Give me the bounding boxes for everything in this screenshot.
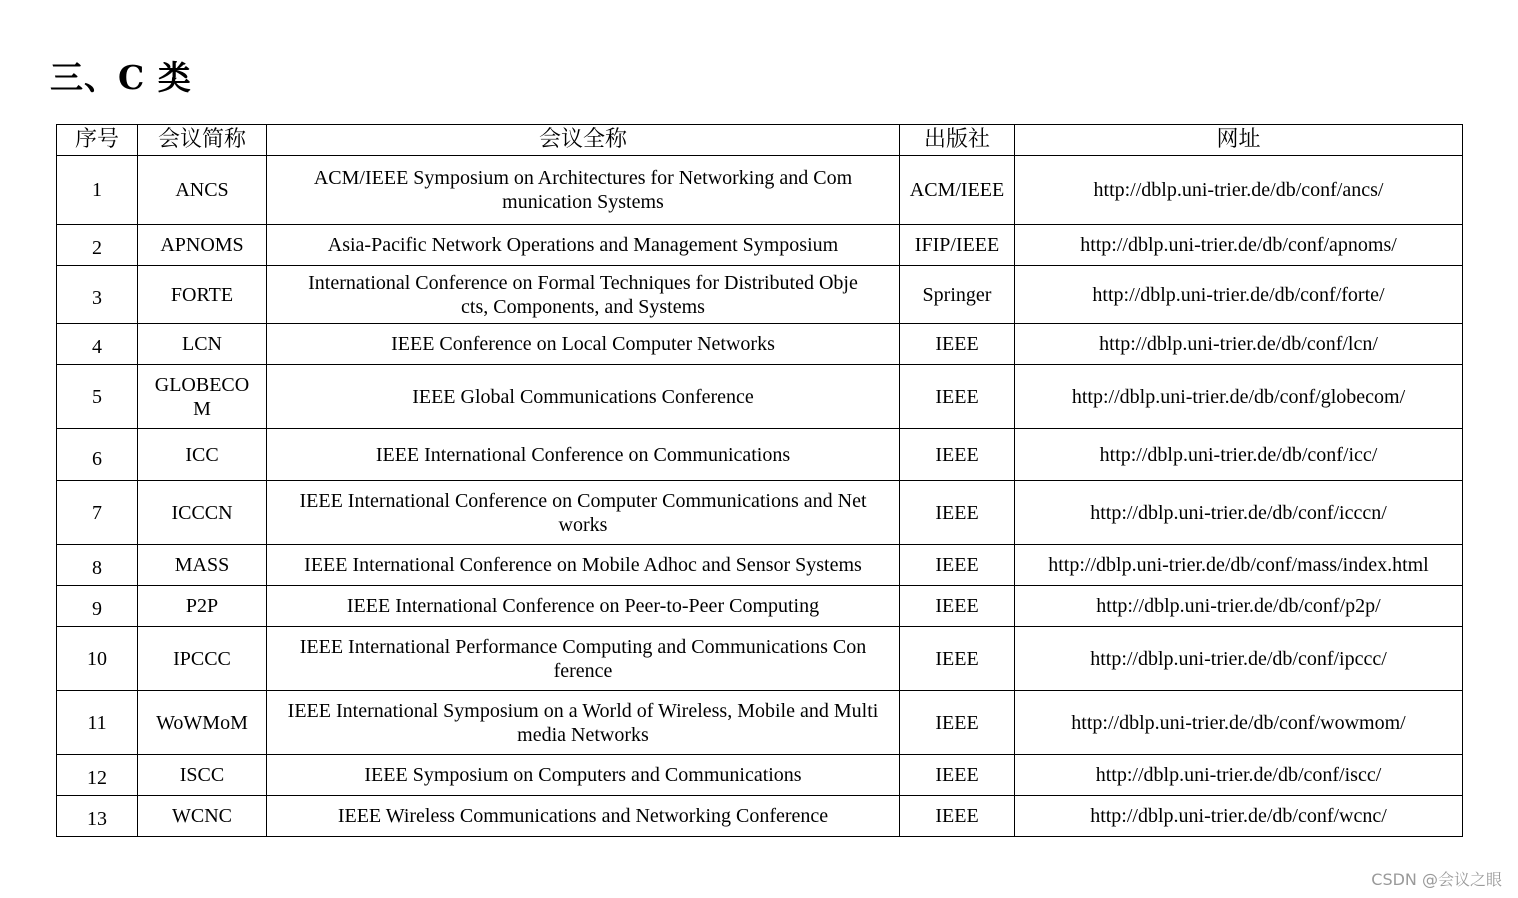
- row-publisher: ACM/IEEE: [900, 156, 1015, 225]
- row-url[interactable]: http://dblp.uni-trier.de/db/conf/iscc/: [1015, 755, 1463, 796]
- header-full-name: 会议全称: [267, 125, 900, 156]
- row-publisher: IEEE: [900, 481, 1015, 545]
- row-publisher: IEEE: [900, 796, 1015, 837]
- row-number: 11: [57, 691, 138, 755]
- row-url[interactable]: http://dblp.uni-trier.de/db/conf/ipccc/: [1015, 627, 1463, 691]
- row-publisher: IEEE: [900, 324, 1015, 365]
- row-full-name: Asia-Pacific Network Operations and Management Symposium: [267, 225, 900, 266]
- row-abbreviation: WoWMoM: [138, 691, 267, 755]
- row-abbreviation: ISCC: [138, 755, 267, 796]
- row-abbreviation: FORTE: [138, 266, 267, 324]
- row-abbreviation: IPCCC: [138, 627, 267, 691]
- row-publisher: IEEE: [900, 755, 1015, 796]
- watermark: CSDN @会议之眼: [1371, 870, 1502, 889]
- row-number: 1: [57, 156, 138, 225]
- row-abbreviation: ANCS: [138, 156, 267, 225]
- row-number: 10: [57, 627, 138, 691]
- table-header-row: [57, 125, 1463, 156]
- row-number: 8: [57, 545, 138, 586]
- table-row: [57, 755, 1463, 796]
- row-number: 12: [57, 755, 138, 796]
- row-full-name: IEEE International Performance Computing and Communications Conference: [267, 627, 900, 691]
- row-abbreviation: APNOMS: [138, 225, 267, 266]
- row-abbreviation: WCNC: [138, 796, 267, 837]
- row-url[interactable]: http://dblp.uni-trier.de/db/conf/wcnc/: [1015, 796, 1463, 837]
- table-row: [57, 481, 1463, 545]
- row-full-name: IEEE Global Communications Conference: [267, 365, 900, 429]
- table-row: [57, 796, 1463, 837]
- row-abbreviation: ICC: [138, 429, 267, 481]
- row-full-name: IEEE Wireless Communications and Networking Conference: [267, 796, 900, 837]
- row-full-name: IEEE Conference on Local Computer Networks: [267, 324, 900, 365]
- header-abbreviation: 会议简称: [138, 125, 267, 156]
- row-number: 6: [57, 429, 138, 481]
- table-row: [57, 429, 1463, 481]
- row-number: 13: [57, 796, 138, 837]
- row-number: 3: [57, 266, 138, 324]
- table-row: [57, 365, 1463, 429]
- header-publisher: 出版社: [900, 125, 1015, 156]
- row-full-name: IEEE International Conference on Peer-to-Peer Computing: [267, 586, 900, 627]
- row-full-name: IEEE International Conference on Computer Communications and Networks: [267, 481, 900, 545]
- row-number: 9: [57, 586, 138, 627]
- section-title: 三、C 类: [50, 58, 192, 97]
- header-number: 序号: [57, 125, 138, 156]
- row-number: 5: [57, 365, 138, 429]
- row-publisher: IEEE: [900, 586, 1015, 627]
- row-full-name: IEEE International Symposium on a World of Wireless, Mobile and Multimedia Networks: [267, 691, 900, 755]
- row-url[interactable]: http://dblp.uni-trier.de/db/conf/p2p/: [1015, 586, 1463, 627]
- table-row: [57, 545, 1463, 586]
- row-url[interactable]: http://dblp.uni-trier.de/db/conf/apnoms/: [1015, 225, 1463, 266]
- table-row: [57, 266, 1463, 324]
- row-full-name: International Conference on Formal Techniques for Distributed Objects, Components, and Systems: [267, 266, 900, 324]
- conference-table: [56, 124, 1463, 837]
- row-url[interactable]: http://dblp.uni-trier.de/db/conf/wowmom/: [1015, 691, 1463, 755]
- table-row: [57, 156, 1463, 225]
- row-abbreviation: LCN: [138, 324, 267, 365]
- row-publisher: IEEE: [900, 429, 1015, 481]
- row-url[interactable]: http://dblp.uni-trier.de/db/conf/ancs/: [1015, 156, 1463, 225]
- row-abbreviation: P2P: [138, 586, 267, 627]
- row-abbreviation: ICCCN: [138, 481, 267, 545]
- row-url[interactable]: http://dblp.uni-trier.de/db/conf/globecom/: [1015, 365, 1463, 429]
- row-full-name: IEEE International Conference on Communications: [267, 429, 900, 481]
- table-row: [57, 691, 1463, 755]
- row-publisher: IEEE: [900, 691, 1015, 755]
- row-full-name: IEEE Symposium on Computers and Communications: [267, 755, 900, 796]
- row-publisher: IFIP/IEEE: [900, 225, 1015, 266]
- row-full-name: ACM/IEEE Symposium on Architectures for Networking and Communication Systems: [267, 156, 900, 225]
- row-url[interactable]: http://dblp.uni-trier.de/db/conf/forte/: [1015, 266, 1463, 324]
- row-url[interactable]: http://dblp.uni-trier.de/db/conf/icccn/: [1015, 481, 1463, 545]
- row-full-name: IEEE International Conference on Mobile Adhoc and Sensor Systems: [267, 545, 900, 586]
- row-abbreviation: GLOBECOM: [138, 365, 267, 429]
- table-row: [57, 627, 1463, 691]
- table-row: [57, 225, 1463, 266]
- row-number: 7: [57, 481, 138, 545]
- row-abbreviation: MASS: [138, 545, 267, 586]
- row-publisher: IEEE: [900, 365, 1015, 429]
- row-publisher: IEEE: [900, 545, 1015, 586]
- row-publisher: Springer: [900, 266, 1015, 324]
- table-row: [57, 324, 1463, 365]
- row-url[interactable]: http://dblp.uni-trier.de/db/conf/mass/index.html: [1015, 545, 1463, 586]
- row-url[interactable]: http://dblp.uni-trier.de/db/conf/icc/: [1015, 429, 1463, 481]
- header-url: 网址: [1015, 125, 1463, 156]
- row-publisher: IEEE: [900, 627, 1015, 691]
- row-url[interactable]: http://dblp.uni-trier.de/db/conf/lcn/: [1015, 324, 1463, 365]
- row-number: 4: [57, 324, 138, 365]
- table-row: [57, 586, 1463, 627]
- row-number: 2: [57, 225, 138, 266]
